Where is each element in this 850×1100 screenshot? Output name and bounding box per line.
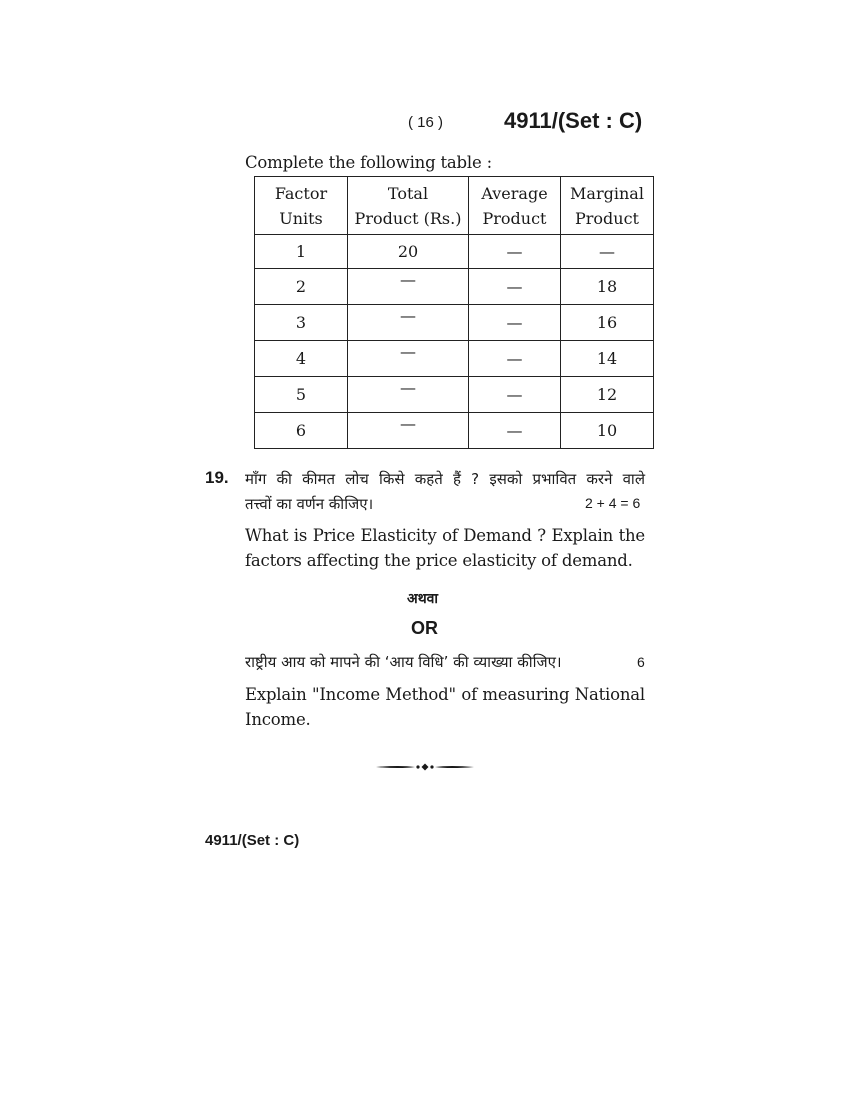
question-hindi-line-1: माँग की कीमत लोच किसे कहते हैं ? इसको प्रभावित करने वाले (245, 470, 645, 488)
question-english-line-1: What is Price Elasticity of Demand ? Explain the (245, 526, 645, 545)
cell-factor-units: 1 (255, 235, 348, 269)
cell-marginal-product: 16 (561, 305, 654, 341)
cell-marginal-product: 18 (561, 269, 654, 305)
header-total-product: Total Product (Rs.) (348, 177, 469, 235)
cell-average-product: — (469, 341, 561, 377)
cell-total-product: — (348, 377, 469, 413)
cell-total-product: — (348, 305, 469, 341)
table-row (255, 377, 654, 413)
question-number: 19. (205, 468, 229, 487)
table-row (255, 235, 654, 269)
cell-marginal-product: 12 (561, 377, 654, 413)
production-table (254, 176, 654, 449)
cell-factor-units: 4 (255, 341, 348, 377)
question-marks: 2 + 4 = 6 (585, 495, 641, 511)
table-instruction: Complete the following table : (245, 153, 492, 172)
alternative-marks: 6 (637, 654, 645, 670)
cell-factor-units: 3 (255, 305, 348, 341)
table-row (255, 305, 654, 341)
alternative-question-english-line-2: Income. (245, 710, 311, 729)
header-factor-units: Factor Units (255, 177, 348, 235)
table-row (255, 269, 654, 305)
end-ornament-icon (375, 760, 475, 774)
cell-marginal-product: 10 (561, 413, 654, 449)
table-row (255, 413, 654, 449)
cell-factor-units: 5 (255, 377, 348, 413)
table-header-row (255, 177, 654, 235)
set-code-footer: 4911/(Set : C) (205, 832, 300, 849)
alternative-question-hindi: राष्ट्रीय आय को मापने की ‘आय विधि’ की व्याख्या कीजिए। (245, 653, 562, 671)
header-average-product: Average Product (469, 177, 561, 235)
set-code-header: 4911/(Set : C) (504, 108, 643, 133)
header-marginal-product: Marginal Product (561, 177, 654, 235)
cell-marginal-product: — (561, 235, 654, 269)
or-english: OR (411, 618, 438, 638)
alternative-question-english-line-1: Explain "Income Method" of measuring National (245, 685, 645, 704)
cell-average-product: — (469, 235, 561, 269)
cell-total-product: — (348, 269, 469, 305)
or-hindi: अथवा (407, 591, 439, 607)
cell-total-product: — (348, 341, 469, 377)
page-number: ( 16 ) (408, 114, 444, 131)
cell-total-product: 20 (348, 235, 469, 269)
cell-average-product: — (469, 377, 561, 413)
cell-average-product: — (469, 305, 561, 341)
cell-marginal-product: 14 (561, 341, 654, 377)
question-hindi-line-2: तत्त्वों का वर्णन कीजिए। (245, 495, 374, 513)
cell-factor-units: 2 (255, 269, 348, 305)
table-row (255, 341, 654, 377)
cell-total-product: — (348, 413, 469, 449)
cell-average-product: — (469, 413, 561, 449)
cell-factor-units: 6 (255, 413, 348, 449)
cell-average-product: — (469, 269, 561, 305)
question-english-line-2: factors affecting the price elasticity of demand. (245, 551, 633, 570)
